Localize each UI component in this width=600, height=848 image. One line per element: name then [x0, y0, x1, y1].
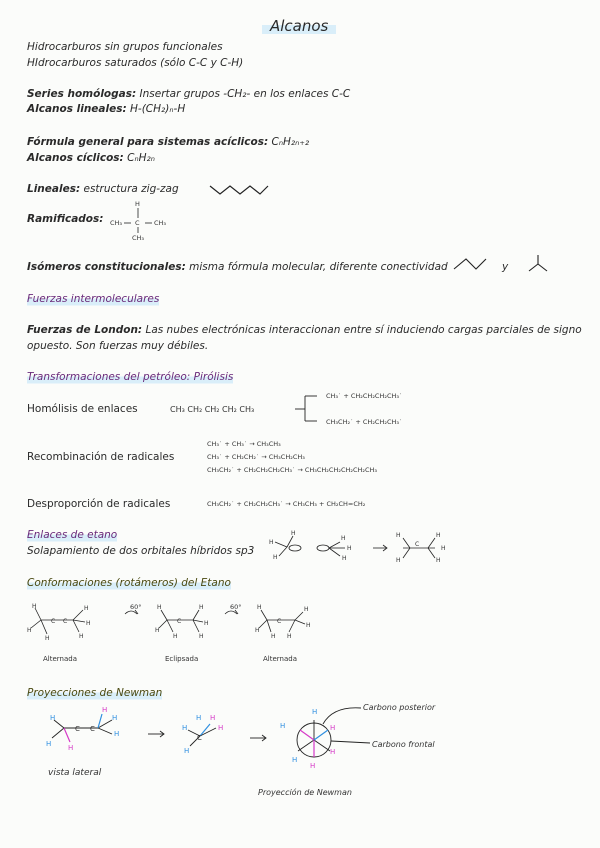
page-title: Alcanos	[262, 17, 336, 35]
svg-text:H: H	[182, 724, 188, 732]
svg-text:H: H	[184, 747, 190, 755]
svg-text:H: H	[102, 706, 108, 714]
svg-text:H: H	[114, 730, 120, 738]
svg-text:C: C	[63, 618, 68, 625]
svg-text:C: C	[90, 725, 95, 733]
ramificado-c: C	[135, 219, 140, 227]
london-label: Fuerzas de London:	[27, 324, 143, 336]
desproporcion-label: Desproporción de radicales	[27, 498, 171, 510]
london-line-2: opuesto. Son fuerzas muy débiles.	[27, 340, 209, 352]
isomeros	[27, 260, 448, 274]
svg-text:C: C	[75, 725, 80, 733]
fuerzas-heading: Fuerzas intermoleculares	[27, 293, 160, 305]
ramificado-ch3-bottom: CH₃	[132, 234, 145, 242]
lineales-zigzag-label: Lineales:	[27, 183, 81, 195]
svg-text:H: H	[292, 756, 298, 764]
svg-text:H: H	[199, 633, 204, 640]
svg-text:H: H	[273, 554, 278, 561]
svg-text:H: H	[79, 633, 84, 640]
enlaces-etano-text: Solapamiento de dos orbitales híbridos sp3	[27, 545, 255, 557]
svg-text:H: H	[210, 714, 216, 722]
svg-text:H: H	[255, 627, 260, 634]
conformations-diagram	[27, 598, 317, 648]
series-homologas	[27, 87, 350, 101]
ramificado-ch3-left: CH₃	[110, 219, 123, 227]
svg-text:H: H	[155, 627, 160, 634]
svg-text:H: H	[342, 555, 347, 562]
rotation-deg-2: 60°	[230, 603, 242, 611]
svg-text:H: H	[312, 708, 318, 716]
svg-text:C: C	[197, 734, 202, 742]
svg-text:H: H	[196, 714, 202, 722]
svg-text:H: H	[157, 604, 162, 611]
lineales-zigzag	[27, 182, 179, 196]
homolisis-reactant: CH₃ CH₂ CH₂ CH₂ CH₃	[170, 405, 255, 414]
svg-text:H: H	[199, 604, 204, 611]
recombinacion-r3: CH₃CH₂˙ + CH₂CH₂CH₂CH₃˙ → CH₃CH₂CH₂CH₂CH₂CH₃	[207, 466, 378, 474]
svg-text:H: H	[257, 604, 262, 611]
svg-text:C: C	[277, 618, 282, 625]
recombinacion-r2: CH₃˙ + CH₂CH₂˙ → CH₃CH₂CH₃	[207, 453, 305, 461]
enlaces-etano-heading: Enlaces de etano	[27, 529, 118, 541]
svg-text:H: H	[218, 724, 224, 732]
newman-proyeccion-label: Proyección de Newman	[258, 788, 352, 797]
newman-label-posterior: Carbono posterior	[363, 703, 436, 712]
series-homologas-text: Insertar grupos -CH₂- en los enlaces C-C	[139, 88, 351, 100]
ethane-orbital-diagram	[265, 528, 465, 568]
homolisis-product-2: CH₃CH₂˙ + CH₂CH₂CH₃˙	[326, 418, 403, 426]
isomeros-label: Isómeros constitucionales:	[27, 261, 186, 273]
svg-text:H: H	[436, 532, 441, 539]
alcanos-ciclicos-label: Alcanos cíclicos:	[27, 152, 124, 164]
rotation-deg-1: 60°	[130, 603, 142, 611]
svg-text:H: H	[86, 620, 91, 627]
svg-text:H: H	[310, 762, 316, 770]
svg-text:C: C	[415, 541, 420, 548]
homolisis-product-1: CH₃˙ + CH₂CH₂CH₂CH₃˙	[326, 392, 403, 400]
london-line-1	[27, 323, 582, 337]
svg-text:H: H	[330, 748, 336, 756]
svg-text:H: H	[271, 633, 276, 640]
newman-label-frontal: Carbono frontal	[372, 740, 435, 749]
series-homologas-label: Series homólogas:	[27, 88, 137, 100]
recombinacion-r1: CH₃˙ + CH₃˙ → CH₃CH₃	[207, 440, 281, 448]
svg-text:H: H	[291, 530, 296, 537]
formula-general-label: Fórmula general para sistemas acíclicos:	[27, 136, 269, 148]
svg-text:H: H	[304, 606, 309, 613]
svg-text:H: H	[173, 633, 178, 640]
svg-text:H: H	[287, 633, 292, 640]
svg-text:H: H	[269, 539, 274, 546]
newman-vista-lateral: vista lateral	[48, 768, 102, 778]
alcanos-lineales-label: Alcanos lineales:	[27, 103, 127, 115]
svg-text:C: C	[177, 618, 182, 625]
newman-heading: Proyecciones de Newman	[27, 687, 163, 699]
svg-text:H: H	[441, 545, 446, 552]
svg-text:H: H	[341, 535, 346, 542]
svg-text:H: H	[347, 545, 352, 552]
svg-text:H: H	[396, 557, 401, 564]
homolisis-bracket-icon	[293, 393, 323, 425]
conformation-label-3: Alternada	[263, 655, 297, 663]
homolisis-label: Homólisis de enlaces	[27, 403, 138, 415]
svg-text:C: C	[51, 618, 56, 625]
ramificado-ch3-right: CH₃	[154, 219, 167, 227]
svg-text:H: H	[45, 635, 50, 642]
svg-text:H: H	[112, 714, 118, 722]
svg-text:H: H	[50, 714, 56, 722]
svg-text:H: H	[68, 744, 74, 752]
svg-text:H: H	[306, 622, 311, 629]
svg-text:H: H	[46, 740, 52, 748]
zigzag-structure-icon	[210, 184, 270, 196]
intro-line-2: HIdrocarburos saturados (sólo C-C y C-H)	[27, 57, 244, 69]
svg-text:H: H	[280, 722, 286, 730]
alcanos-lineales	[27, 102, 185, 116]
ramificado-h: H	[135, 200, 140, 208]
svg-text:H: H	[84, 605, 89, 612]
alcanos-ciclicos-text: CₙH₂ₙ	[127, 152, 155, 164]
svg-text:H: H	[27, 627, 32, 634]
alcanos-ciclicos	[27, 151, 155, 165]
isomeros-text: misma fórmula molecular, diferente conectividad	[189, 261, 448, 273]
svg-text:H: H	[330, 724, 336, 732]
intro-line-1: Hidrocarburos sin grupos funcionales	[27, 41, 223, 53]
conformation-label-2: Eclipsada	[165, 655, 199, 663]
conformation-label-1: Alternada	[43, 655, 77, 663]
alcanos-lineales-text: H-(CH₂)ₙ-H	[130, 103, 186, 115]
london-text-1: Las nubes electrónicas interaccionan entre sí induciendo cargas parciales de signo	[145, 324, 582, 336]
conformaciones-heading: Conformaciones (rotámeros) del Etano	[27, 577, 231, 589]
petroleo-heading: Transformaciones del petróleo: Pirólisis	[27, 371, 234, 383]
svg-text:H: H	[436, 557, 441, 564]
svg-text:H: H	[396, 532, 401, 539]
ramificados-label: Ramificados:	[27, 213, 104, 225]
recombinacion-label: Recombinación de radicales	[27, 451, 175, 463]
formula-general-text: CₙH₂ₙ₊₂	[271, 136, 310, 148]
formula-general	[27, 135, 309, 149]
isomeros-y: y	[502, 261, 509, 273]
lineales-zigzag-text: estructura zig-zag	[83, 183, 179, 195]
svg-text:H: H	[32, 603, 37, 610]
svg-text:H: H	[204, 620, 209, 627]
desproporcion-reaction: CH₃CH₂˙ + CH₂CH₂CH₃˙ → CH₃CH₃ + CH₂CH=CH₂	[207, 500, 366, 508]
